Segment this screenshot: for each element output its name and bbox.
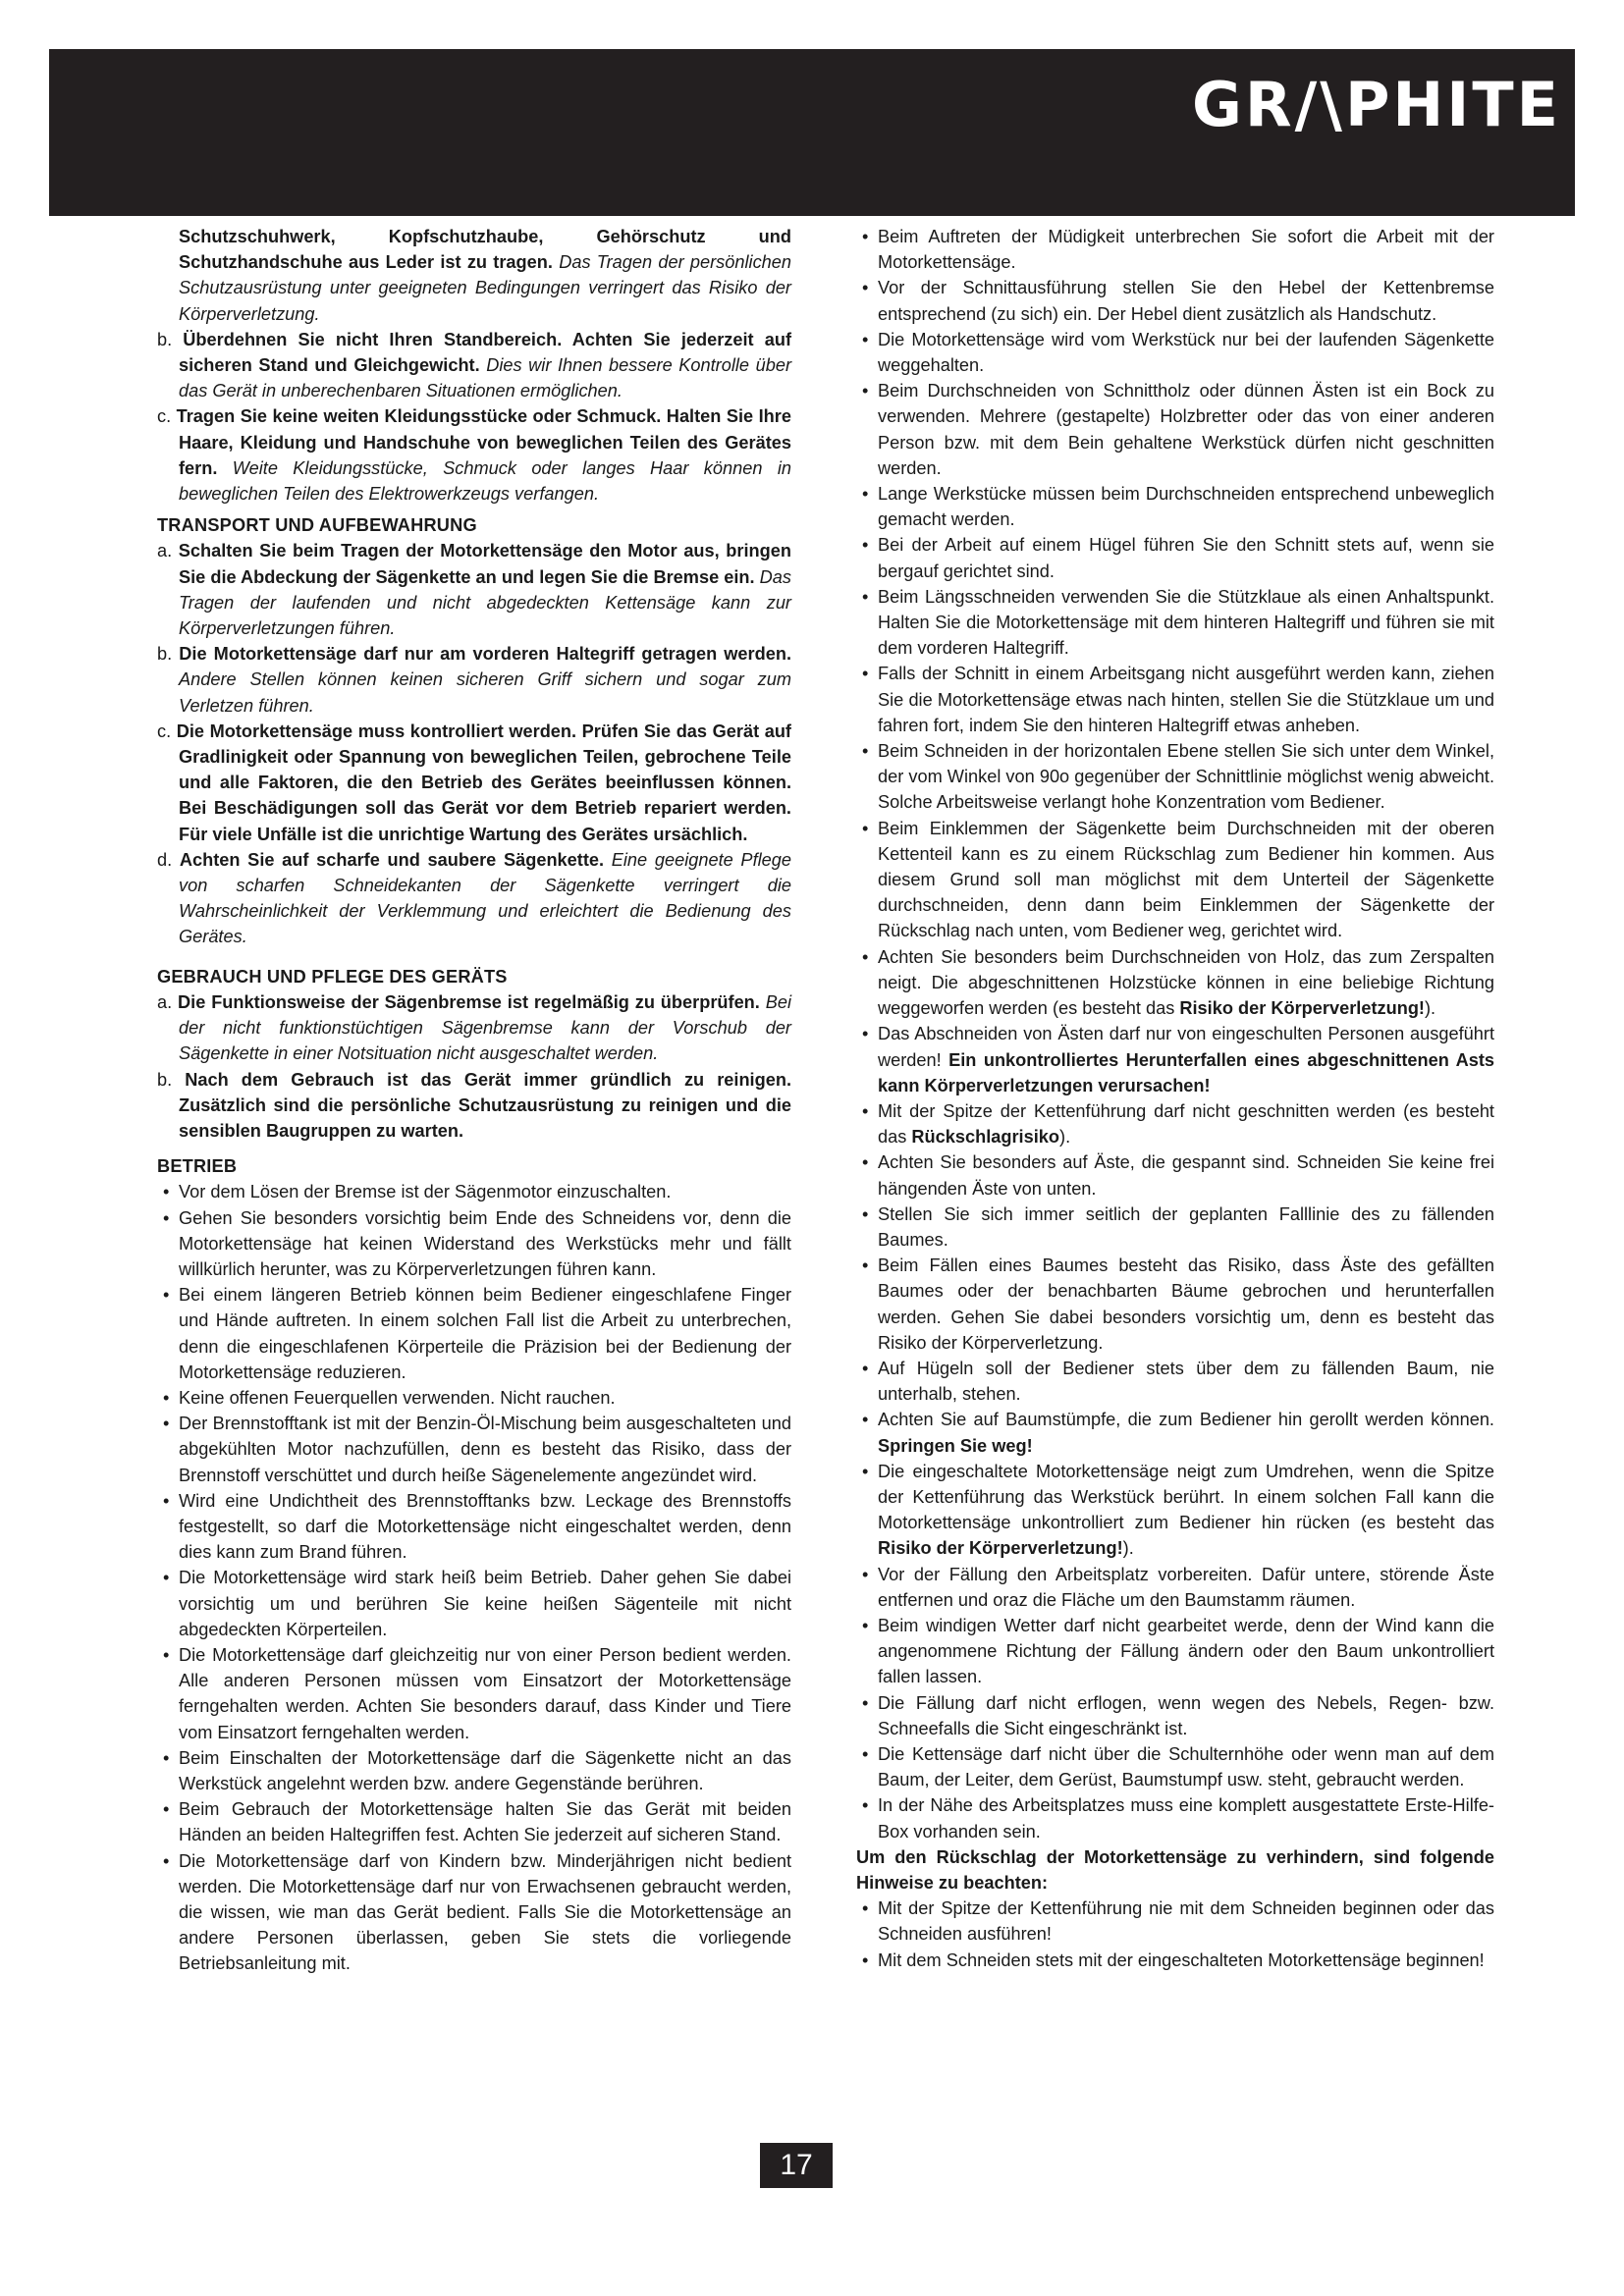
- section-heading: TRANSPORT UND AUFBEWAHRUNG: [157, 515, 477, 536]
- list-item: • Beim Fällen eines Baumes besteht das Risiko, dass Äste des gefällten Baumes oder der benachbarten Bäume gebrochen und herunterfallen werden. Gehen Sie dabei besonders vorsichtig um, denn es besteht das Risiko der Körperverletzung.: [856, 1253, 1494, 1356]
- list-item: • Beim Durchschneiden von Schnittholz oder dünnen Ästen ist ein Bock zu verwenden. Mehrere (gestapelte) Holzbretter oder das von einer anderen Person bzw. mit dem Bein gehaltene Werkstück dürfen nicht geschnitten werden.: [856, 378, 1494, 481]
- list-item: • Mit der Spitze der Kettenführung darf nicht geschnitten werden (es besteht das Rückschlagrisiko).: [856, 1098, 1494, 1149]
- list-item: • Falls der Schnitt in einem Arbeitsgang nicht ausgeführt werden kann, ziehen Sie die Motorkettensäge etwas nach hinten, stellen Sie die Stützklaue um und fahren fort, indem Sie den hinteren Haltegriff etwas anheben.: [856, 661, 1494, 738]
- list-item: • Gehen Sie besonders vorsichtig beim Ende des Schneidens vor, denn die Motorkettensäge hat keinen Widerstand des Werkstücks mehr und fällt willkürlich herunter, was zu Körperverletzungen führen kann.: [157, 1205, 791, 1283]
- list-item: • Mit dem Schneiden stets mit der eingeschalteten Motorkettensäge beginnen!: [856, 1948, 1494, 1973]
- list-item: • Die Motorkettensäge wird vom Werkstück nur bei der laufenden Sägenkette weggehalten.: [856, 327, 1494, 378]
- list-item: b. Nach dem Gebrauch ist das Gerät immer gründlich zu reinigen. Zusätzlich sind die persönliche Schutzausrüstung zu reinigen und die sensiblen Baugruppen zu warten.: [157, 1069, 791, 1141]
- list-item: • Die Motorkettensäge darf gleichzeitig nur von einer Person bedient werden. Alle anderen Personen müssen vom Einsatzort der Motorkettensäge ferngehalten werden. Achten Sie besonders darauf, dass Kinder und Tiere vom Einsatzort ferngehalten werden.: [157, 1642, 791, 1745]
- list-item: • Beim Schneiden in der horizontalen Ebene stellen Sie sich unter dem Winkel, der vom Winkel von 90o gegenüber der Schnittlinie möglichst wenig abweicht. Solche Arbeitsweise verlangt hohe Konzentration vom Bediener.: [856, 738, 1494, 816]
- paragraph: Schutzschuhwerk, Kopfschutzhaube, Gehörschutz und Schutzhandschuhe aus Leder ist zu tragen. Das Tragen der persönlichen Schutzausrüstung unter geeigneten Bedingungen verringert das Risiko der Körperverletzung.: [179, 227, 792, 324]
- list-item: • Bei einem längeren Betrieb können beim Bediener eingeschlafene Finger und Hände auftreten. In einem solchen Fall list die Arbeit zu unterbrechen, denn die eingeschlafenen Körperteile die Präzision bei der Bedienung der Motorkettensäge reduzieren.: [157, 1282, 791, 1385]
- list-item: • Die eingeschaltete Motorkettensäge neigt zum Umdrehen, wenn die Spitze der Kettenführung das Werkstück berührt. In einem solchen Fall kann die Motorkettensäge unkontrolliert zum Bediener hin rücken (es besteht das Risiko der Körperverletzung!).: [856, 1459, 1494, 1562]
- section-heading: Um den Rückschlag der Motorkettensäge zu verhindern, sind folgende Hinweise zu beachten:: [856, 1846, 1494, 1893]
- list-item: • Die Kettensäge darf nicht über die Schulternhöhe oder wenn man auf dem Baum, der Leiter, dem Gerüst, Baumstumpf usw. steht, gebraucht werden.: [856, 1741, 1494, 1792]
- list-item: c. Die Motorkettensäge muss kontrolliert werden. Prüfen Sie das Gerät auf Gradlinigkeit oder Spannung von beweglichen Teilen, gebrochene Teile und alle Faktoren, die den Betrieb des Gerätes beeinflussen können. Bei Beschädigungen soll das Gerät vor dem Betrieb repariert werden. Für viele Unfälle ist die unrichtige Wartung des Gerätes ursächlich.: [157, 721, 791, 844]
- list-item: • Beim Gebrauch der Motorkettensäge halten Sie das Gerät mit beiden Händen an beiden Haltegriffen fest. Achten Sie jederzeit auf sicheren Stand.: [157, 1796, 791, 1847]
- list-item: c. Tragen Sie keine weiten Kleidungsstücke oder Schmuck. Halten Sie Ihre Haare, Kleidung und Handschuhe von beweglichen Teilen des Gerätes fern. Weite Kleidungsstücke, Schmuck oder langes Haar können in beweglichen Teilen des Elektrowerkzeugs verfangen.: [157, 406, 791, 505]
- list-item: • In der Nähe des Arbeitsplatzes muss eine komplett ausgestattete Erste-Hilfe-Box vorhanden sein.: [856, 1792, 1494, 1843]
- list-item: a. Schalten Sie beim Tragen der Motorkettensäge den Motor aus, bringen Sie die Abdeckung der Sägenkette an und legen Sie die Bremse ein. Das Tragen der laufenden und nicht abgedeckten Kettensäge kann zur Körperverletzungen führen.: [157, 541, 791, 639]
- list-item: b. Die Motorkettensäge darf nur am vorderen Haltegriff getragen werden. Andere Stellen können keinen sicheren Griff sichern und sogar zum Verletzen führen.: [157, 644, 792, 716]
- brand-logo: GR/\PHITE: [1192, 69, 1561, 140]
- list-item: • Die Motorkettensäge darf von Kindern bzw. Minderjährigen nicht bedient werden. Die Motorkettensäge darf nur von Erwachsenen gebraucht werden, die wissen, wie man das Gerät bedient. Falls Sie die Motorkettensäge an andere Personen überlassen, geben Sie stets die vorliegende Betriebsanleitung mit.: [157, 1848, 791, 1977]
- list-item: • Lange Werkstücke müssen beim Durchschneiden entsprechend unbeweglich gemacht werden.: [856, 481, 1494, 532]
- list-item: • Beim Auftreten der Müdigkeit unterbrechen Sie sofort die Arbeit mit der Motorkettensäge.: [856, 224, 1494, 275]
- list-item: • Vor der Fällung den Arbeitsplatz vorbereiten. Dafür untere, störende Äste entfernen und oraz die Fläche um den Baumstamm räumen.: [856, 1562, 1494, 1613]
- list-item: • Bei der Arbeit auf einem Hügel führen Sie den Schnitt stets auf, wenn sie bergauf gerichtet sind.: [856, 532, 1494, 583]
- list-item: • Mit der Spitze der Kettenführung nie mit dem Schneiden beginnen oder das Schneiden ausführen!: [856, 1896, 1494, 1947]
- list-item: • Beim windigen Wetter darf nicht gearbeitet werde, denn der Wind kann die angenommene Richtung der Fällung ändern oder den Baum unkontrolliert fallen lassen.: [856, 1613, 1494, 1690]
- list-item: • Auf Hügeln soll der Bediener stets über dem zu fällenden Baum, nie unterhalb, stehen.: [856, 1356, 1494, 1407]
- list-item: • Keine offenen Feuerquellen verwenden. Nicht rauchen.: [157, 1385, 791, 1411]
- list-item: • Die Fällung darf nicht erflogen, wenn wegen des Nebels, Regen- bzw. Schneefalls die Sicht eingeschränkt ist.: [856, 1690, 1494, 1741]
- list-item: • Achten Sie besonders beim Durchschneiden von Holz, das zum Zerspalten neigt. Die abgeschnittenen Holzstücke können in eine beliebige Richtung weggeworfen werden (es besteht das Risiko der Körperverletzung!).: [856, 944, 1494, 1022]
- list-item: • Beim Einschalten der Motorkettensäge darf die Sägenkette nicht an das Werkstück angelehnt werden bzw. andere Gegenstände berühren.: [157, 1745, 791, 1796]
- section-heading: BETRIEB: [157, 1156, 238, 1177]
- list-item: • Achten Sie besonders auf Äste, die gespannt sind. Schneiden Sie keine frei hängenden Äste von unten.: [856, 1149, 1494, 1201]
- list-item: • Beim Einklemmen der Sägenkette beim Durchschneiden mit der oberen Kettenteil kann es zu einem Rückschlag zum Bediener hin kommen. Aus diesem Grund soll man möglichst mit dem Unterteil der Sägenkette durchschneiden, denn dann beim Einklemmen der Sägenkette der Rückschlag nach unten, vom Bediener weg, gerichtet wird.: [856, 816, 1494, 944]
- list-item: • Beim Längsschneiden verwenden Sie die Stützklaue als einen Anhaltspunkt. Halten Sie die Motorkettensäge mit dem hinteren Haltegriff und führen sie mit dem vorderen Haltegriff.: [856, 584, 1494, 662]
- section-heading: GEBRAUCH UND PFLEGE DES GERÄTS: [157, 966, 508, 987]
- list-item: • Vor der Schnittausführung stellen Sie den Hebel der Kettenbremse entsprechend (zu sich) ein. Der Hebel dient zusätzlich als Handschutz.: [856, 275, 1494, 326]
- list-item: a. Die Funktionsweise der Sägenbremse ist regelmäßig zu überprüfen. Bei der nicht funktionstüchtigen Sägenbremse kann der Vorschub der Sägenkette in einer Notsituation nicht ausgeschaltet werden.: [157, 991, 791, 1064]
- list-item: • Das Abschneiden von Ästen darf nur von eingeschulten Personen ausgeführt werden! Ein unkontrolliertes Herunterfallen eines abgeschnittenen Asts kann Körperverletzungen verursachen!: [856, 1021, 1494, 1098]
- list-item: • Achten Sie auf Baumstümpfe, die zum Bediener hin gerollt werden können. Springen Sie weg!: [856, 1407, 1494, 1458]
- left-column: [157, 224, 791, 1977]
- list-item: b. Überdehnen Sie nicht Ihren Standbereich. Achten Sie jederzeit auf sicheren Stand und Gleichgewicht. Dies wir Ihnen bessere Kontrolle über das Gerät in unberechenbaren Situationen ermöglichen.: [157, 329, 791, 401]
- list-item: • Vor dem Lösen der Bremse ist der Sägenmotor einzuschalten.: [157, 1179, 791, 1204]
- page-number: 17: [760, 2143, 833, 2188]
- right-column: [856, 224, 1494, 1973]
- list-item: • Stellen Sie sich immer seitlich der geplanten Falllinie des zu fällenden Baumes.: [856, 1201, 1494, 1253]
- list-item: • Der Brennstofftank ist mit der Benzin-Öl-Mischung beim ausgeschalteten und abgekühlten Motor nachzufüllen, denn es besteht das Risiko, dass der Brennstoff verschüttet und durch heiße Sägenelemente angezündet wird.: [157, 1411, 791, 1488]
- list-item: d. Achten Sie auf scharfe und saubere Sägenkette. Eine geeignete Pflege von scharfen Schneidekanten der Sägenkette verringert die Wahrscheinlichkeit der Verklemmung und erleichtert die Bedienung des Gerätes.: [157, 849, 792, 947]
- list-item: • Die Motorkettensäge wird stark heiß beim Betrieb. Daher gehen Sie dabei vorsichtig um und berühren Sie keine heißen Sägenteile mit nicht abgedeckten Körperteilen.: [157, 1565, 791, 1642]
- list-item: • Wird eine Undichtheit des Brennstofftanks bzw. Leckage des Brennstoffs festgestellt, so darf die Motorkettensäge nicht eingeschaltet werden, denn dies kann zum Brand führen.: [157, 1488, 791, 1566]
